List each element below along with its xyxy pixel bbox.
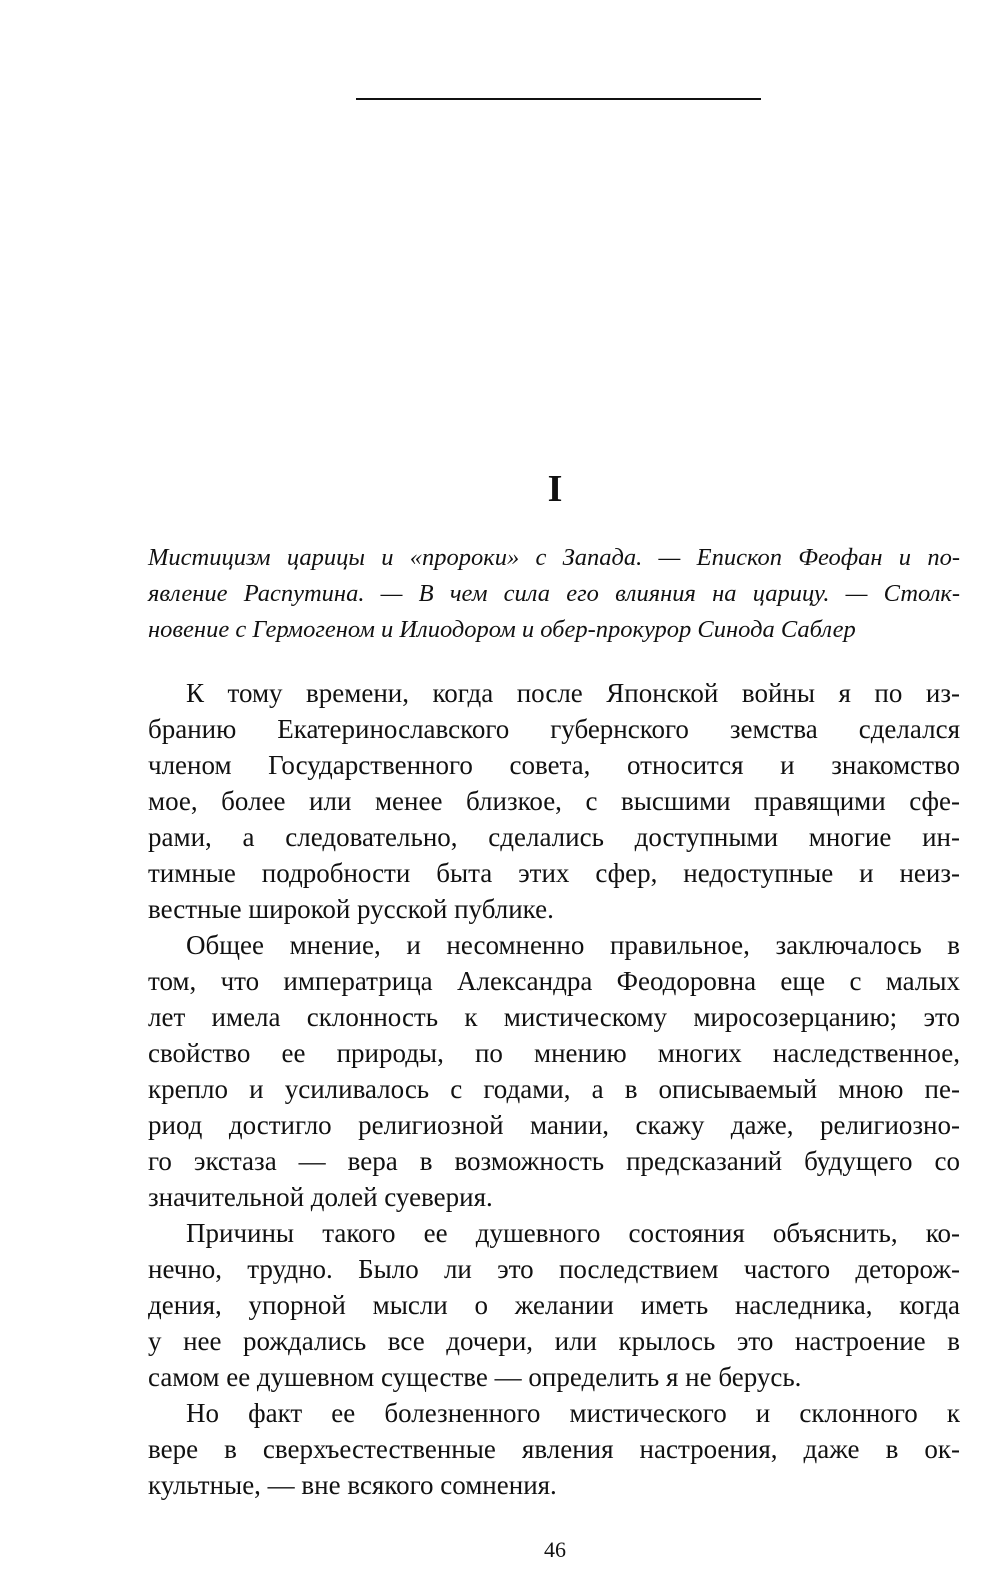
text-line: Общее мнение, и несомненно правильное, заключалось в [186,930,960,960]
text-line: крепло и усиливалось с годами, а в описываемый мною пе- [148,1074,960,1104]
body-text [148,675,960,1503]
page-number: 46 [544,1537,566,1562]
paragraph-2 [148,927,960,1215]
text-line: Но факт ее болезненного мистического и склонного к [186,1398,960,1428]
text-line: лет имела склонность к мистическому миросозерцанию; это [148,1002,960,1032]
epigraph-line: явление Распутина. — В чем сила его влияния на царицу. — Столк- [148,580,960,607]
text-line: культные, — вне всякого сомнения. [148,1470,557,1500]
text-line: у нее рождались все дочери, или крылось это настроение в [148,1326,960,1356]
chapter-number: I [547,468,563,510]
paragraph-1 [148,675,960,927]
text-line: вестные широкой русской публике. [148,894,554,924]
text-line: вере в сверхъестественные явления настроения, даже в ок- [148,1434,960,1464]
chapter-epigraph [148,540,960,648]
text-line: тимные подробности быта этих сфер, недоступные и неиз- [148,858,960,888]
text-line: дения, упорной мысли о желании иметь наследника, когда [148,1290,960,1320]
text-line: мое, более или менее близкое, с высшими правящими сфе- [148,786,960,816]
text-line: нечно, трудно. Было ли это последствием частого деторож- [148,1254,960,1284]
text-line: риод достигло религиозной мании, скажу даже, религиозно- [148,1110,960,1140]
text-line: К тому времени, когда после Японской войны я по из- [186,678,960,708]
text-line: Причины такого ее душевного состояния объяснить, ко- [186,1218,960,1248]
text-line: значительной долей суеверия. [148,1182,493,1212]
text-line: членом Государственного совета, относится и знакомство [148,750,960,780]
text-line: го экстаза — вера в возможность предсказаний будущего со [148,1146,960,1176]
text-line: свойство ее природы, по мнению многих наследственное, [148,1038,960,1068]
text-line: рами, а следовательно, сделались доступными многие ин- [148,822,960,852]
text-line: том, что императрица Александра Феодоровна еще с малых [148,966,960,996]
text-line: самом ее душевном существе — определить я не берусь. [148,1362,802,1392]
top-divider-rule [356,98,761,100]
paragraph-3 [148,1215,960,1395]
epigraph-line: новение с Гермогеном и Илиодором и обер-прокурор Синода Саблер [148,616,856,643]
text-line: бранию Екатеринославского губернского земства сделался [148,714,960,744]
epigraph-line: Мистицизм царицы и «пророки» с Запада. — Епископ Феофан и по- [148,544,960,571]
paragraph-4 [148,1395,960,1503]
